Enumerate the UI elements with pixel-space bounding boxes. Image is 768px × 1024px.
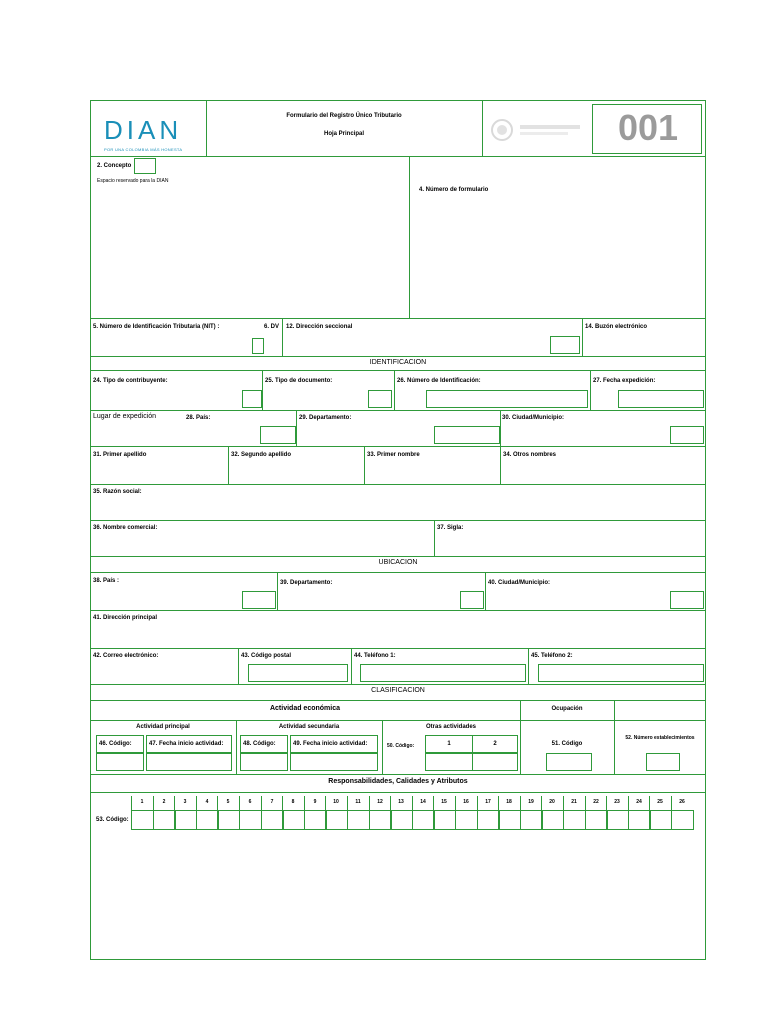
tipo-documento-label: 25. Tipo de documento: (265, 378, 333, 384)
ubic-pais-label: 38. País : (93, 578, 120, 584)
divider (520, 796, 521, 810)
divider (409, 156, 410, 318)
ubic-ciudad-input[interactable] (670, 591, 704, 609)
sigla-label: 37. Sigla: (437, 525, 464, 531)
fecha49-label: 49. Fecha inicio actividad: (293, 741, 368, 747)
segundo-apellido-label: 32. Segundo apellido (231, 452, 292, 458)
ubic-pais-input[interactable] (242, 591, 276, 609)
divider (90, 610, 706, 611)
ciudad-label: 30. Ciudad/Municipio: (502, 415, 565, 421)
section-identificacion: IDENTIFICACION (369, 359, 427, 366)
correo-label: 42. Correo electrónico: (93, 653, 159, 659)
divider (90, 520, 706, 521)
divider (563, 796, 564, 810)
direccion-principal-label: 41. Dirección principal (93, 615, 158, 621)
divider (325, 796, 326, 810)
divider (394, 370, 395, 410)
responsabilidad-code-input[interactable] (325, 810, 348, 830)
establecimientos-label: 52. Número establecimientos (625, 735, 695, 741)
responsabilidad-code-input[interactable] (174, 810, 197, 830)
codigo46-label: 46. Código: (99, 741, 132, 747)
responsabilidad-code-input[interactable] (541, 810, 564, 830)
fecha-expedicion-label: 27. Fecha expedición: (593, 378, 656, 384)
actividad-secundaria-label: Actividad secundaria (278, 724, 340, 730)
divider (277, 572, 278, 610)
pais-input[interactable] (260, 426, 296, 444)
ciudad-input[interactable] (670, 426, 704, 444)
responsabilidad-col-header: 2 (162, 799, 166, 805)
fecha47-input[interactable] (146, 753, 232, 771)
divider (90, 572, 706, 573)
otras2-label: 2 (493, 741, 497, 747)
numero-identificacion-label: 26. Número de Identificación: (397, 378, 481, 384)
divider (485, 572, 486, 610)
divider (239, 796, 240, 810)
responsabilidad-col-header: 5 (226, 799, 230, 805)
departamento-label: 29. Departamento: (299, 415, 352, 421)
codigo51-label: 51. Código (551, 741, 583, 747)
responsabilidad-col-header: 7 (270, 799, 274, 805)
responsabilidad-col-header: 1 (140, 799, 144, 805)
divider (498, 796, 499, 810)
otras1-input[interactable] (425, 753, 473, 771)
responsabilidad-code-input[interactable] (520, 810, 543, 830)
telefono2-label: 45. Teléfono 2: (531, 653, 573, 659)
divider (90, 356, 706, 357)
responsabilidad-col-header: 16 (463, 799, 469, 805)
responsabilidad-col-header: 20 (549, 799, 555, 805)
reserved-label: Espacio reservado para la DIAN (97, 178, 169, 184)
responsabilidad-code-input[interactable] (412, 810, 435, 830)
responsabilidad-col-header: 9 (313, 799, 317, 805)
divider (261, 796, 262, 810)
divider (390, 796, 391, 810)
divider (477, 796, 478, 810)
codigo50-label: 50. Código: (387, 743, 415, 749)
divider (238, 648, 239, 684)
divider (90, 648, 706, 649)
divider (90, 774, 706, 775)
divider (174, 796, 175, 810)
actividad-economica-label: Actividad económica (269, 705, 341, 712)
nombre-comercial-label: 36. Nombre comercial: (93, 525, 158, 531)
codigo53-label: 53. Código: (96, 817, 129, 823)
divider (153, 796, 154, 810)
divider (434, 520, 435, 556)
telefono1-label: 44. Teléfono 1: (354, 653, 396, 659)
divider (90, 156, 706, 157)
divider (196, 796, 197, 810)
divider (131, 796, 132, 810)
responsabilidad-col-header: 13 (398, 799, 404, 805)
buzon-label: 14. Buzón electrónico (585, 324, 648, 330)
responsabilidad-code-input[interactable] (369, 810, 392, 830)
primer-nombre-label: 33. Primer nombre (367, 452, 420, 458)
divider (90, 446, 706, 447)
responsabilidad-col-header: 22 (593, 799, 599, 805)
responsabilidad-col-header: 19 (528, 799, 534, 805)
responsabilidad-code-input[interactable] (131, 810, 154, 830)
primer-apellido-label: 31. Primer apellido (93, 452, 147, 458)
responsabilidad-col-header: 17 (485, 799, 491, 805)
divider (649, 796, 650, 810)
divider (455, 796, 456, 810)
numero-formulario-label: 4. Número de formulario (419, 187, 489, 193)
divider (541, 796, 542, 810)
dian-logo-tagline: POR UNA COLOMBIA MÁS HONESTA (104, 147, 183, 152)
responsabilidad-col-header: 26 (679, 799, 685, 805)
dv-label: 6. DV (264, 324, 280, 330)
otras-actividades-label: Otras actividades (425, 724, 477, 730)
responsabilidad-code-input[interactable] (153, 810, 176, 830)
responsabilidad-code-input[interactable] (196, 810, 219, 830)
responsabilidad-code-input[interactable] (282, 810, 305, 830)
divider (262, 370, 263, 410)
responsabilidad-col-header: 14 (420, 799, 426, 805)
divider (628, 796, 629, 810)
divider (590, 370, 591, 410)
nit-label: 5. Número de Identificación Tributaria (NIT) : (93, 324, 220, 330)
responsabilidad-code-input[interactable] (433, 810, 456, 830)
responsabilidad-code-input[interactable] (261, 810, 284, 830)
tipo-contribuyente-label: 24. Tipo de contribuyente: (93, 378, 168, 384)
otros-nombres-label: 34. Otros nombres (503, 452, 557, 458)
divider (217, 796, 218, 810)
responsabilidad-code-input[interactable] (585, 810, 608, 830)
divider (585, 796, 586, 810)
divider (90, 792, 706, 793)
tipo-contribuyente-input[interactable] (242, 390, 262, 408)
responsabilidad-col-header: 3 (183, 799, 187, 805)
divider (282, 318, 283, 356)
responsabilidad-col-header: 18 (506, 799, 512, 805)
form-number: 001 (617, 107, 679, 148)
divider (582, 318, 583, 356)
responsabilidad-code-input[interactable] (477, 810, 500, 830)
concepto-input[interactable] (134, 158, 156, 174)
ubic-ciudad-label: 40. Ciudad/Municipio: (488, 580, 551, 586)
form-frame (90, 100, 706, 960)
responsabilidad-col-header: 24 (636, 799, 642, 805)
codigo46-input[interactable] (96, 753, 144, 771)
dian-logo: DIAN (104, 115, 183, 145)
ubic-departamento-input[interactable] (460, 591, 484, 609)
fecha49-input[interactable] (290, 753, 378, 771)
responsabilidad-code-input[interactable] (606, 810, 629, 830)
responsabilidad-code-input[interactable] (628, 810, 651, 830)
section-clasificacion: CLASIFICACION (371, 687, 425, 694)
divider (412, 796, 413, 810)
divider (206, 100, 207, 156)
numero-identificacion-input[interactable] (426, 390, 588, 408)
otras2-input[interactable] (472, 753, 518, 771)
departamento-input[interactable] (434, 426, 500, 444)
form-subtitle: Hoja Principal (323, 131, 364, 137)
responsabilidades-label: Responsabilidades, Calidades y Atributos (328, 778, 468, 785)
razon-social-label: 35. Razón social: (93, 489, 142, 495)
pais-label: 28. País: (186, 415, 211, 421)
responsabilidad-col-header: 25 (657, 799, 663, 805)
divider (347, 796, 348, 810)
divider (90, 720, 706, 721)
responsabilidad-code-input[interactable] (239, 810, 262, 830)
concepto-label: 2. Concepto (97, 163, 132, 169)
divider (90, 484, 706, 485)
responsabilidad-code-input[interactable] (304, 810, 327, 830)
responsabilidad-code-input[interactable] (390, 810, 413, 830)
responsabilidad-col-header: 23 (614, 799, 620, 805)
responsabilidad-code-input[interactable] (563, 810, 586, 830)
divider (482, 100, 483, 156)
responsabilidad-code-input[interactable] (671, 810, 694, 830)
direccion-seccional-label: 12. Dirección seccional (286, 324, 353, 330)
divider (90, 370, 706, 371)
divider (671, 796, 672, 810)
codigo51-input[interactable] (546, 753, 592, 771)
dv-input[interactable] (252, 338, 264, 354)
direccion-seccional-input[interactable] (550, 336, 580, 354)
divider (528, 648, 529, 684)
responsabilidad-col-header: 10 (333, 799, 339, 805)
divider (500, 446, 501, 484)
actividad-principal-label: Actividad principal (136, 724, 190, 730)
divider (90, 410, 706, 411)
responsabilidad-col-header: 6 (248, 799, 252, 805)
fecha-expedicion-input[interactable] (618, 390, 704, 408)
responsabilidad-col-header: 11 (355, 799, 361, 805)
ocupacion-label: Ocupación (551, 706, 583, 712)
responsabilidad-code-input[interactable] (498, 810, 521, 830)
divider (351, 648, 352, 684)
divider (606, 796, 607, 810)
codigo-postal-input[interactable] (248, 664, 348, 682)
divider (500, 410, 501, 446)
divider (369, 796, 370, 810)
divider (614, 700, 615, 774)
nit-input[interactable] (94, 334, 250, 354)
establecimientos-input[interactable] (646, 753, 680, 771)
codigo48-input[interactable] (240, 753, 288, 771)
divider (296, 410, 297, 446)
lugar-expedicion-label: Lugar de expedición (93, 413, 157, 420)
divider (90, 684, 706, 685)
responsabilidad-code-input[interactable] (455, 810, 478, 830)
ubic-departamento-label: 39. Departamento: (280, 580, 333, 586)
responsabilidad-code-input[interactable] (217, 810, 240, 830)
responsabilidad-code-input[interactable] (347, 810, 370, 830)
divider (228, 446, 229, 484)
telefono1-input[interactable] (360, 664, 526, 682)
codigo48-label: 48. Código: (243, 741, 276, 747)
responsabilidad-col-header: 12 (377, 799, 383, 805)
divider (304, 796, 305, 810)
fecha47-label: 47. Fecha inicio actividad: (149, 741, 224, 747)
responsabilidad-col-header: 21 (571, 799, 577, 805)
responsabilidad-col-header: 15 (441, 799, 447, 805)
form-title: Formulario del Registro Único Tributario (286, 113, 402, 119)
responsabilidad-col-header: 4 (205, 799, 209, 805)
divider (282, 796, 283, 810)
telefono2-input[interactable] (538, 664, 704, 682)
divider (90, 556, 706, 557)
responsabilidad-code-input[interactable] (649, 810, 672, 830)
government-emblem-icon (488, 116, 588, 144)
divider (364, 446, 365, 484)
divider (433, 796, 434, 810)
otras1-label: 1 (447, 741, 451, 747)
divider (90, 318, 706, 319)
codigo-postal-label: 43. Código postal (241, 653, 292, 659)
responsabilidad-col-header: 8 (291, 799, 295, 805)
tipo-documento-input[interactable] (368, 390, 392, 408)
section-ubicacion: UBICACION (378, 559, 418, 566)
